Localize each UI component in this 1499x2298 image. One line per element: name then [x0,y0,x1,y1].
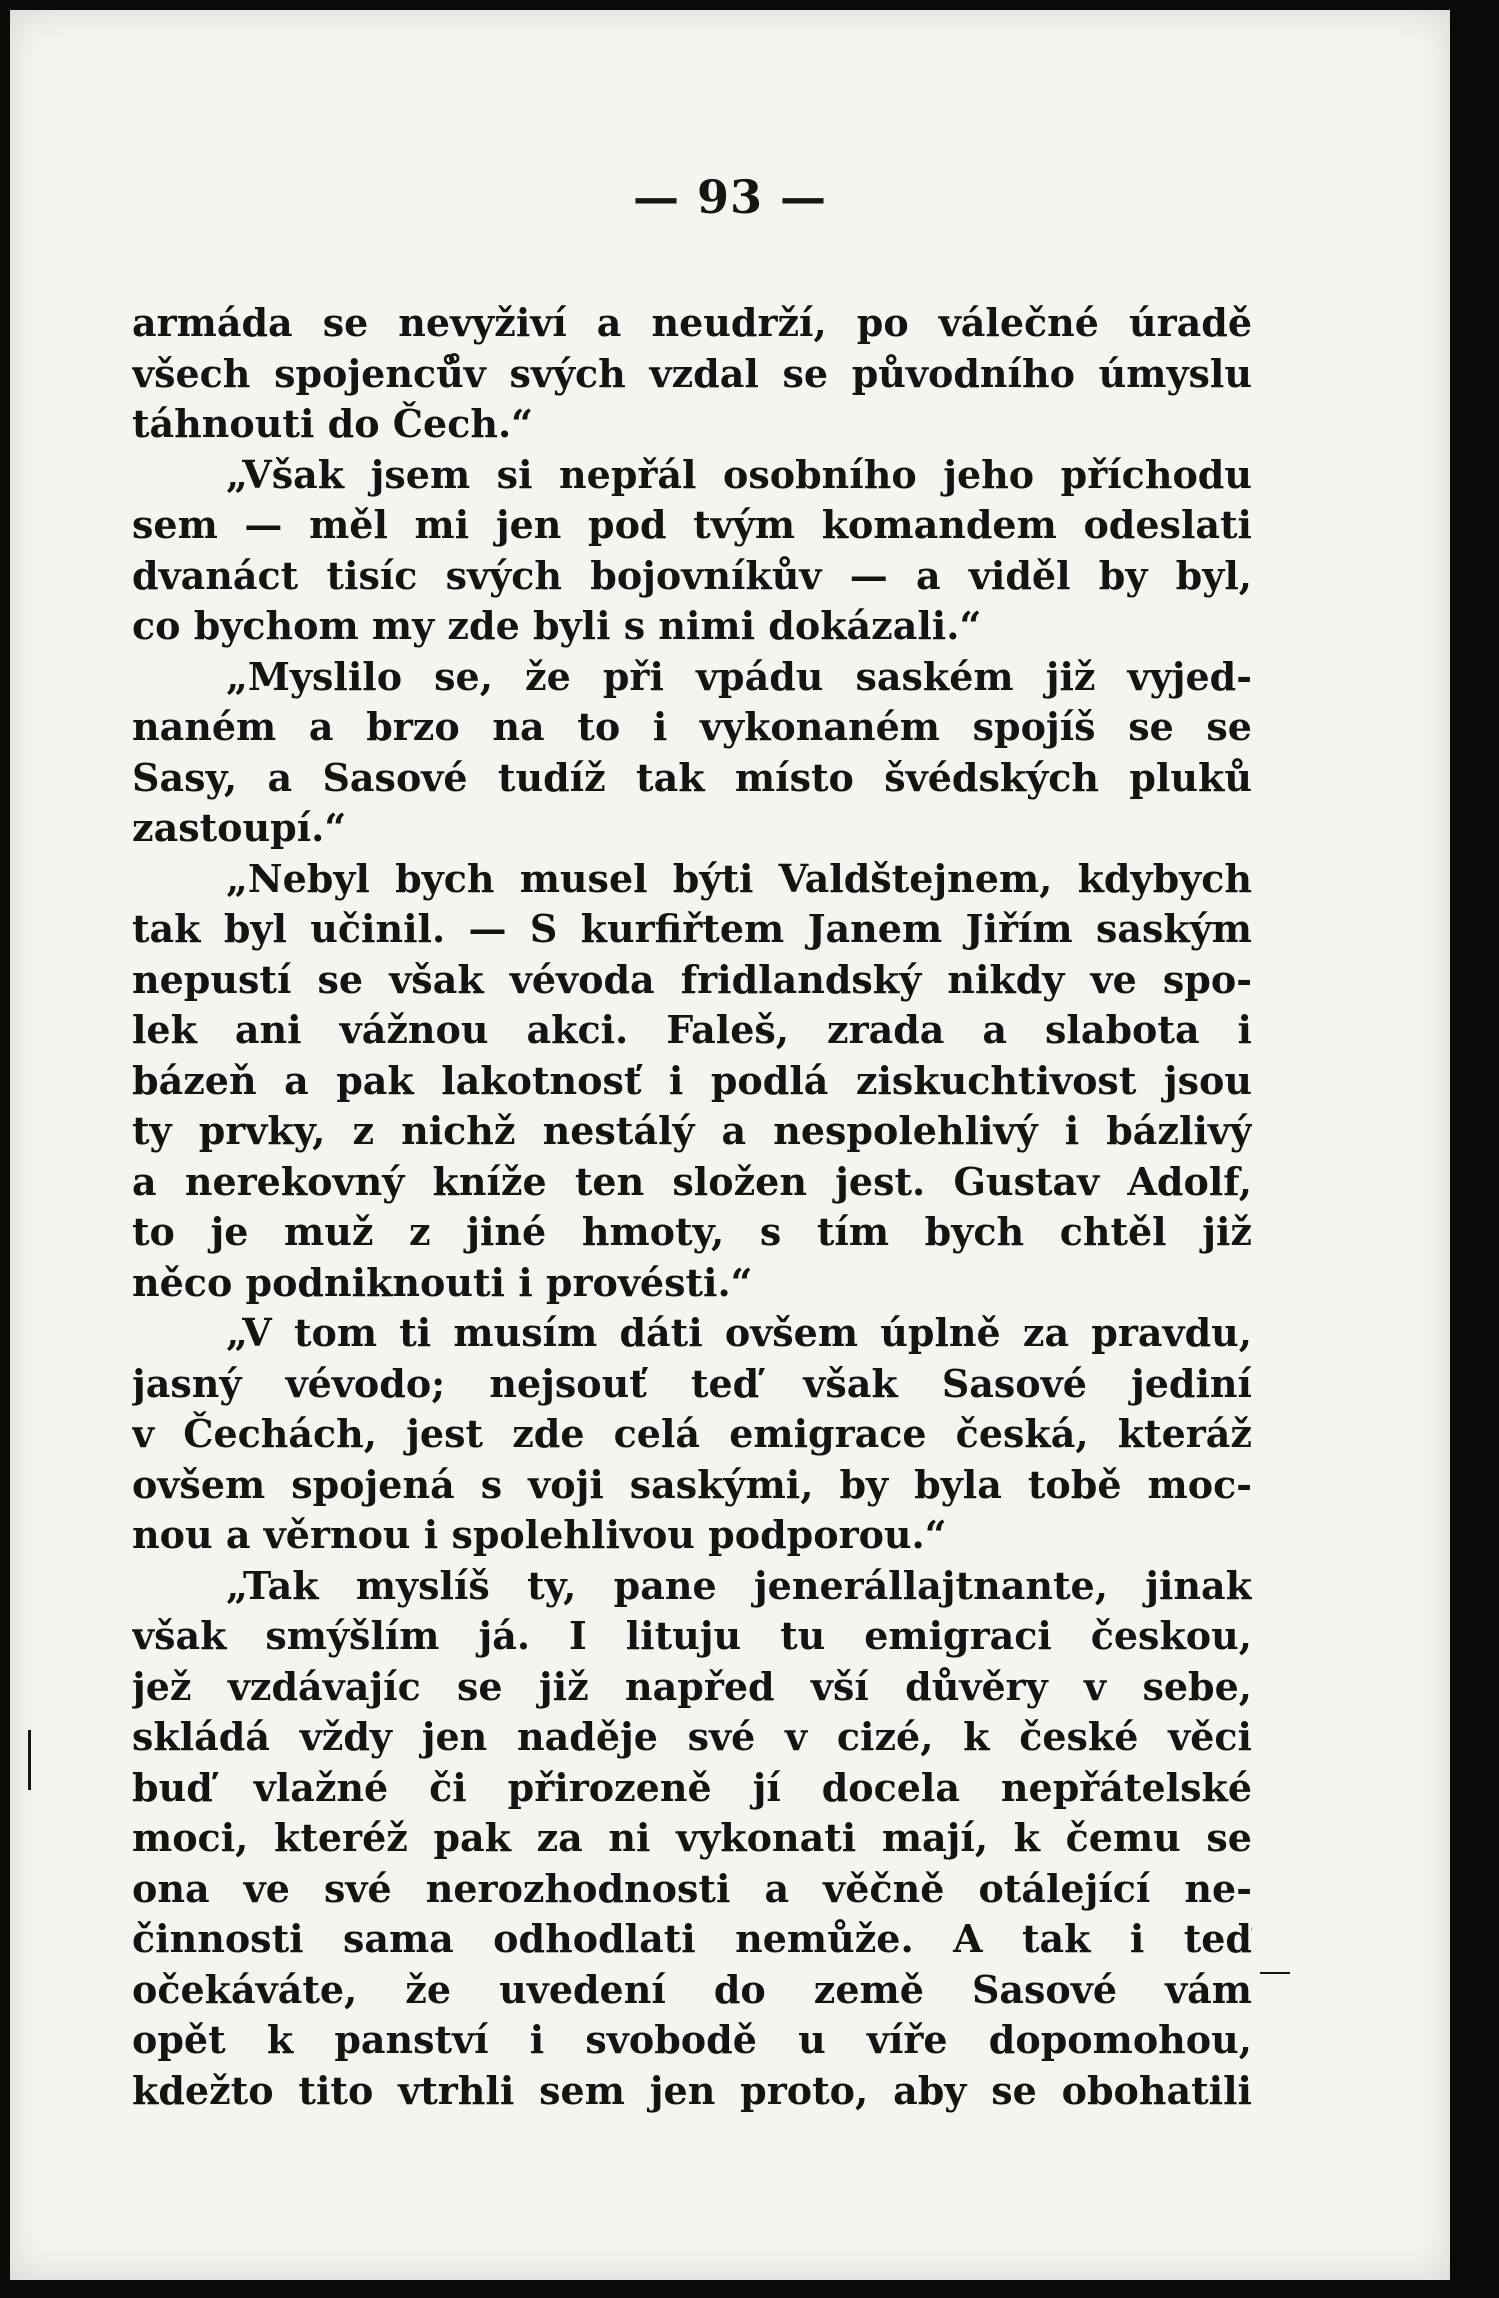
text-line: Sasy, a Sasové tudíž tak místo švédských pluků [132,754,1252,800]
text-line: „Nebyl bych musel býti Valdštejnem, kdybych [226,855,1252,901]
text-line: „Tak myslíš ty, pane jenerállajtnante, jinak [226,1562,1252,1608]
right-edge-mark [1260,1972,1290,1974]
text-line: jež vzdávajíc se již napřed vší důvěry v sebe, [132,1663,1252,1709]
text-line: dvanáct tisíc svých bojovníkův — a viděl by byl, [132,552,1252,598]
text-line: táhnouti do Čech.“ [132,401,534,446]
text-line: zastoupí.“ [132,805,347,850]
text-line: v Čechách, jest zde celá emigrace česká, kteráž [132,1411,1252,1456]
text-line: nou a věrnou i spolehlivou podporou.“ [132,1512,947,1557]
text-line: něco podniknouti i provésti.“ [132,1259,753,1305]
text-line: opět k panství i svobodě u víře dopomohou, [132,2017,1252,2062]
left-edge-mark [28,1730,31,1790]
text-line: moci, kteréž pak za ni vykonati mají, k čemu se [132,1815,1252,1860]
text-line: tak byl učinil. — S kurfiřtem Janem Jiřím saským [132,906,1252,951]
text-line: jasný vévodo; nejsouť teď však Sasové jediní [132,1360,1252,1406]
book-page [10,10,1450,2280]
text-line: „V tom ti musím dáti ovšem úplně za pravdu, [226,1310,1252,1355]
text-line: ovšem spojená s voji saskými, by byla tobě moc- [132,1461,1252,1507]
text-line: armáda se nevyživí a neudrží, po válečné úradě [132,300,1252,345]
text-line: bázeň a pak lakotnosť i podlá ziskuchtivost jsou [132,1057,1252,1103]
text-line: to je muž z jiné hmoty, s tím bych chtěl již [132,1209,1252,1254]
text-line: naném a brzo na to i vykonaném spojíš se se [132,704,1252,749]
text-line: nepustí se však vévoda fridlandský nikdy ve spo- [132,956,1252,1002]
text-line: sem — měl mi jen pod tvým komandem odeslati [132,502,1252,547]
text-line: lek ani vážnou akci. Faleš, zrada a slabota i [132,1007,1252,1052]
text-line: ona ve své nerozhodnosti a věčně otálející ne- [132,1865,1252,1911]
text-line: kdežto tito vtrhli sem jen proto, aby se obohatili [132,2067,1252,2113]
text-line: činnosti sama odhodlati nemůže. A tak i teď [132,1916,1252,1961]
text-line: však smýšlím já. I lituju tu emigraci českou, [132,1613,1252,1658]
text-line: „Však jsem si nepřál osobního jeho příchodu [226,451,1252,497]
page-number: — 93 — [632,170,828,224]
text-line: všech spojenců̊v svých vzdal se původního úmyslu [132,350,1252,396]
text-line: „Myslilo se, že při vpádu saském již vyjed- [226,653,1252,699]
body-text [132,298,1252,2116]
text-line: skládá vždy jen naděje své v cizé, k české věci [132,1714,1252,1759]
text-line: očekáváte, že uvedení do země Sasové vám [132,1966,1252,2012]
text-line: co bychom my zde byli s nimi dokázali.“ [132,603,982,648]
text-line: buď vlažné či přirozeně jí docela nepřátelské [132,1764,1252,1810]
text-line: ty prvky, z nichž nestálý a nespolehlivý i bázlivý [132,1108,1252,1153]
text-line: a nerekovný kníže ten složen jest. Gustav Adolf, [132,1158,1252,1204]
